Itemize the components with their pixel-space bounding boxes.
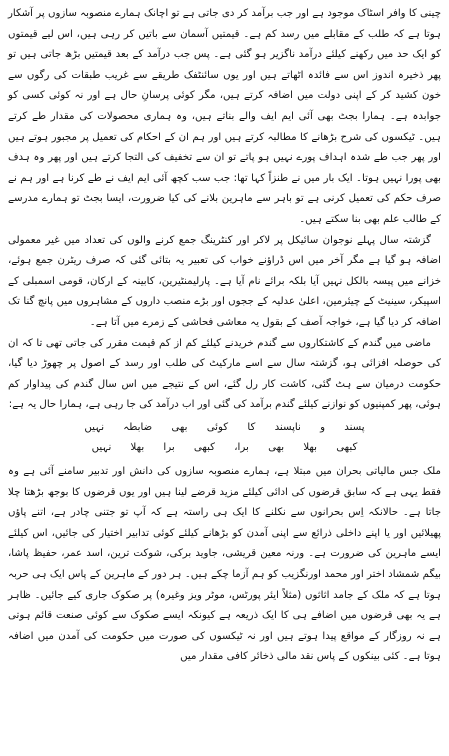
article-paragraph: ماضی میں گندم کے کاشتکاروں سے گندم خریدنے کیلئے کم از کم قیمت مقرر کی جاتی تھی تا کہ ان کی حوصلہ افزائی ہو، گزشتہ سال سے اسے مارکیٹ کی طلب اور رسد کے اصول پر چھوڑ دیا گیا، حکومت درمیان سے ہٹ گئی، کاشت کار رل گئے، اس کے نتیجے میں اس سال گندم کی پیداوار کم ہوئی، پھر کمپنیوں کو نوازنے کیلئے گندم برآمد کی گئی اور اب درآمد کی جا رہی ہے، ہمارا حال یہ ہے: <box>8 337 441 411</box>
verse-line: پسند و ناپسند کا کوئی بھی ضابطہ نہیں <box>84 421 365 433</box>
verse-block <box>8 416 441 462</box>
article-paragraph: ملک جس مالیاتی بحران میں مبتلا ہے، ہمارے منصوبہ سازوں کی دانش اور تدبیر سامنے آئی ہے وہ فقط یہی ہے کہ سابق قرضوں کی ادائی کیلئے مزید قرضے لینا ہیں اور یوں قرضوں کا بوجھ بڑھتا چلا جاتا ہے۔ حالانکہ اِس بحرانوں سے نکلنے کا ایک ہی راستہ ہے کہ آپ تو جتنی چادر ہے، اتنے پاؤں پھیلائیں اور یا اپنے داخلی ذرائع سے اپنی آمدن کو بڑھانے کیلئے کوئی تدابیر اختیار کی جائیں، اس کیلئے ایسے ماہرین کی ضرورت ہے۔ ورنہ معین قریشی، جاوید برکی، شوکت ترین، اسد عمر، حفیظ پاشا، بیگم شمشاد اختر اور محمد اورنگزیب کو ہم آزما چکے ہیں۔ ہر دور کے ماہرین کے پاس ایک ہی حربہ ہوتا ہے کہ ملک کے جامد اثاثوں (مثلاً ایئر پورٹس، موٹر ویز وغیرہ) پر صکوک جاری کیے جائیں۔ ظاہر ہے یہ بھی قرضوں میں اضافے ہی کا ایک ذریعہ ہے کیونکہ ایسے صکوک سے کوئی صنعت قائم ہوتی ہے نہ روزگار کے مواقع پیدا ہوتے ہیں اور نہ ٹیکسوں کی صورت میں حکومت کی آمدن میں اضافہ ہوتا ہے۔ کئی بینکوں کے پاس نقد مالی ذخائر کافی مقدار میں <box>8 466 441 663</box>
article-paragraph: گزشتہ سال پہلے نوجوان سائیکل پر لاکر اور کنٹرینگ جمع کرنے والوں کی تعداد میں غیر معمولی اضافہ ہو گیا ہے مگر آخر میں اس ڈراؤنے خواب کی تعبیر یہ بتائی گئی کہ صرف ریٹرن جمع ہوئے، خزانے میں پیسہ بالکل نہیں آیا بلکہ برائے نام آیا ہے۔ پارلیمنٹیرین، کابینہ کے ارکان، قومی اسمبلی کے اسپیکر، سینیٹ کے چیئرمین، اعلیٰ عدلیہ کے ججوں اور بڑے منصب داروں کے مشاہروں میں پانچ گنا تک اضافہ کر دیا گیا ہے، خواجہ آصف کے بقول یہ معاشی فحاشی کے زمرے میں آتا ہے۔ <box>8 234 441 328</box>
article-paragraph: چینی کا وافر اسٹاک موجود ہے اور جب برآمد کر دی جاتی ہے تو اچانک ہمارے منصوبہ سازوں پر آشکار ہوتا ہے کہ طلب کے مقابلے میں رسد کم ہے۔ قیمتیں آسمان سے باتیں کر رہی ہیں، اس لیے قیمتوں کو ایک حد میں رکھنے کیلئے درآمد ناگزیر ہو گئی ہے۔ پس جب درآمد کے بعد قیمتیں بڑھ جاتی ہیں تو پھر ذخیرہ اندوز اس سے فائدہ اٹھاتے ہیں اور یوں سائنٹفک طریقے سے غریب طبقات کی رگوں سے خون کشید کر کے اپنی دولت میں اضافہ کرتے ہیں، مگر کوئی پرسانِ حال ہے اور نہ کوئی کسی کو جوابدہ ہے۔ ہمارا بجٹ بھی آئی ایم ایف والے بناتے ہیں، وہ ہماری محصولات کی مقدار طے کرتے ہیں۔ ٹیکسوں کی شرح بڑھانے کا مطالبہ کرتے ہیں اور ہم ان کے احکام کی تعمیل پر مجبور ہوتے ہیں اور پھر جب طے شدہ اہداف پورے نہیں ہو پاتے تو ان سے تخفیف کی التجا کرتے ہیں اور پھر وہ ہدف بھی پورا نہیں ہوتا۔ ایک بار میں نے طنزاً کہا تھا: جب سب کچھ آئی ایم ایف نے طے کرنا ہے اور ہم نے صرف حکم کی تعمیل کرنی ہے تو باہر سے ماہرین بلانے کی کیا ضرورت، ایسا بجٹ تو ہمارے مدرسے کے طالب علم بھی بنا سکتے ہیں۔ <box>8 8 441 225</box>
verse-line: کبھی بھلا بھی برا، کبھی برا بھلا نہیں <box>91 442 358 454</box>
